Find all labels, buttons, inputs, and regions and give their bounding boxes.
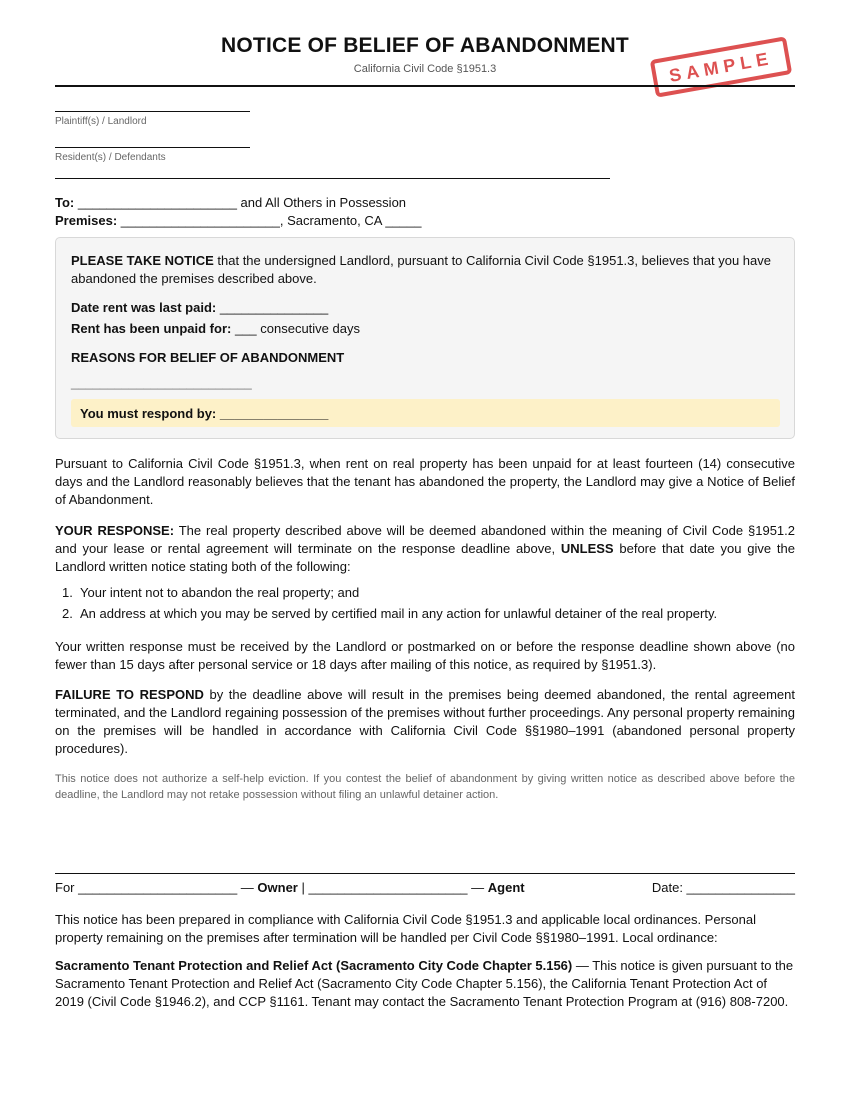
rent-paid-value: _______________ <box>216 300 329 315</box>
agent-label: Agent <box>487 880 525 895</box>
to-line <box>55 195 406 210</box>
notice-lead-bold: PLEASE TAKE NOTICE <box>71 253 214 268</box>
resident-label: Resident(s) / Defendants <box>55 152 166 163</box>
page-subtitle: California Civil Code §1951.3 <box>353 63 497 75</box>
list-item-number: 1. <box>62 585 73 600</box>
reasons-blank: _________________________ <box>71 375 252 390</box>
notice-box <box>55 237 795 439</box>
signature-row <box>55 880 795 895</box>
rent-unpaid-value: ___ consecutive days <box>231 321 360 336</box>
premises-label: Premises: <box>55 213 118 228</box>
plaintiff-signature-line <box>55 111 250 112</box>
your-response-bold: YOUR RESPONSE: <box>55 523 175 538</box>
unless-bold: UNLESS <box>560 541 614 556</box>
your-response-paragraph <box>55 522 795 576</box>
fine-print: This notice does not authorize a self-help eviction. If you contest the belief of abandonment by giving written notice as described above before the deadline, the Landlord may not retake possession without filing an unlawful detainer action. <box>55 773 795 801</box>
list-item <box>55 584 795 602</box>
list-item-text: Your intent not to abandon the real property; and <box>80 585 360 600</box>
rent-unpaid-line <box>71 321 360 336</box>
signature-separator: | ______________________ — <box>297 880 488 895</box>
failure-bold: FAILURE TO RESPOND <box>55 687 204 702</box>
rent-paid-label: Date rent was last paid: <box>71 300 217 315</box>
response-requirements-list <box>55 584 795 623</box>
ordinance-text: — This notice is given pursuant to the Sacramento Tenant Protection and Relief Act (Sacramento City Code Chapter 5.156), the California Tenant Protection Act of 2019 (Civil Code §1946.2), and CCP §1161. Tenant may contact the Sacramento Tenant Protection Program at (916) 808-7200. <box>55 958 794 1009</box>
owner-label: Owner <box>257 880 298 895</box>
to-label: To: <box>55 195 75 210</box>
notice-lead-text: that the undersigned Landlord, pursuant to California Civil Code §1951.3, believes that you have abandoned the premises described above. <box>71 253 771 286</box>
page-title: NOTICE OF BELIEF OF ABANDONMENT <box>221 34 629 57</box>
premises-value: ______________________, Sacramento, CA _____ <box>120 213 422 228</box>
resident-signature-line <box>55 147 250 148</box>
your-response-text-1: The real property described above will be deemed abandoned within the meaning of Civil Code §1951.2 and your lease or rental agreement will terminate on the response deadline above, <box>55 523 796 556</box>
to-value: ______________________ and All Others in Possession <box>77 195 407 210</box>
notice-lead <box>71 252 771 288</box>
compliance-paragraph: This notice has been prepared in compliance with California Civil Code §1951.3 and applicable local ordinances. Personal property remaining on the premises after termination will be handled per Civil Code §§1980–1991. Local ordinance: <box>55 912 756 945</box>
sample-stamp: SAMPLE <box>650 36 793 97</box>
respond-by-banner: You must respond by: _______________ <box>71 399 780 427</box>
list-item-text: An address at which you may be served by certified mail in any action for unlawful detainer of the real property. <box>80 606 718 621</box>
plaintiff-label: Plaintiff(s) / Landlord <box>55 116 147 127</box>
date-field: Date: _______________ <box>651 880 795 895</box>
failure-text: by the deadline above will result in the premises being deemed abandoned, the rental agreement terminated, and the Landlord regaining possession of the premises without further proceedings. Any personal property remaining on the premises will be handled in accordance with California Civil Code §§1980–1991 (abandoned personal property procedures). <box>55 687 795 756</box>
list-item-number: 2. <box>62 606 73 621</box>
ordinance-bold: Sacramento Tenant Protection and Relief Act (Sacramento City Code Chapter 5.156) <box>55 958 573 973</box>
caption-divider <box>55 178 610 179</box>
for-text: For ______________________ — <box>55 880 258 895</box>
rent-paid-line <box>71 300 328 315</box>
premises-line <box>55 213 421 228</box>
ordinance-paragraph <box>55 957 795 1011</box>
signature-divider <box>55 873 795 874</box>
rent-unpaid-label: Rent has been unpaid for: <box>71 321 232 336</box>
list-item <box>55 605 795 623</box>
written-response-paragraph: Your written response must be received by the Landlord or postmarked on or before the response deadline shown above (no fewer than 15 days after personal service or 18 days after mailing of this notice, as required by §1951.3). <box>55 639 795 672</box>
your-response-text-2: before that date you give the Landlord written notice stating both of the following: <box>55 541 795 574</box>
intro-paragraph: Pursuant to California Civil Code §1951.3, when rent on real property has been unpaid for at least fourteen (14) consecutive days and the Landlord reasonably believes that the tenant has abandoned the property, the Landlord may give a Notice of Belief of Abandonment. <box>55 456 795 507</box>
failure-paragraph <box>55 686 795 758</box>
reasons-heading: REASONS FOR BELIEF OF ABANDONMENT <box>71 350 345 365</box>
header-divider <box>55 85 795 87</box>
